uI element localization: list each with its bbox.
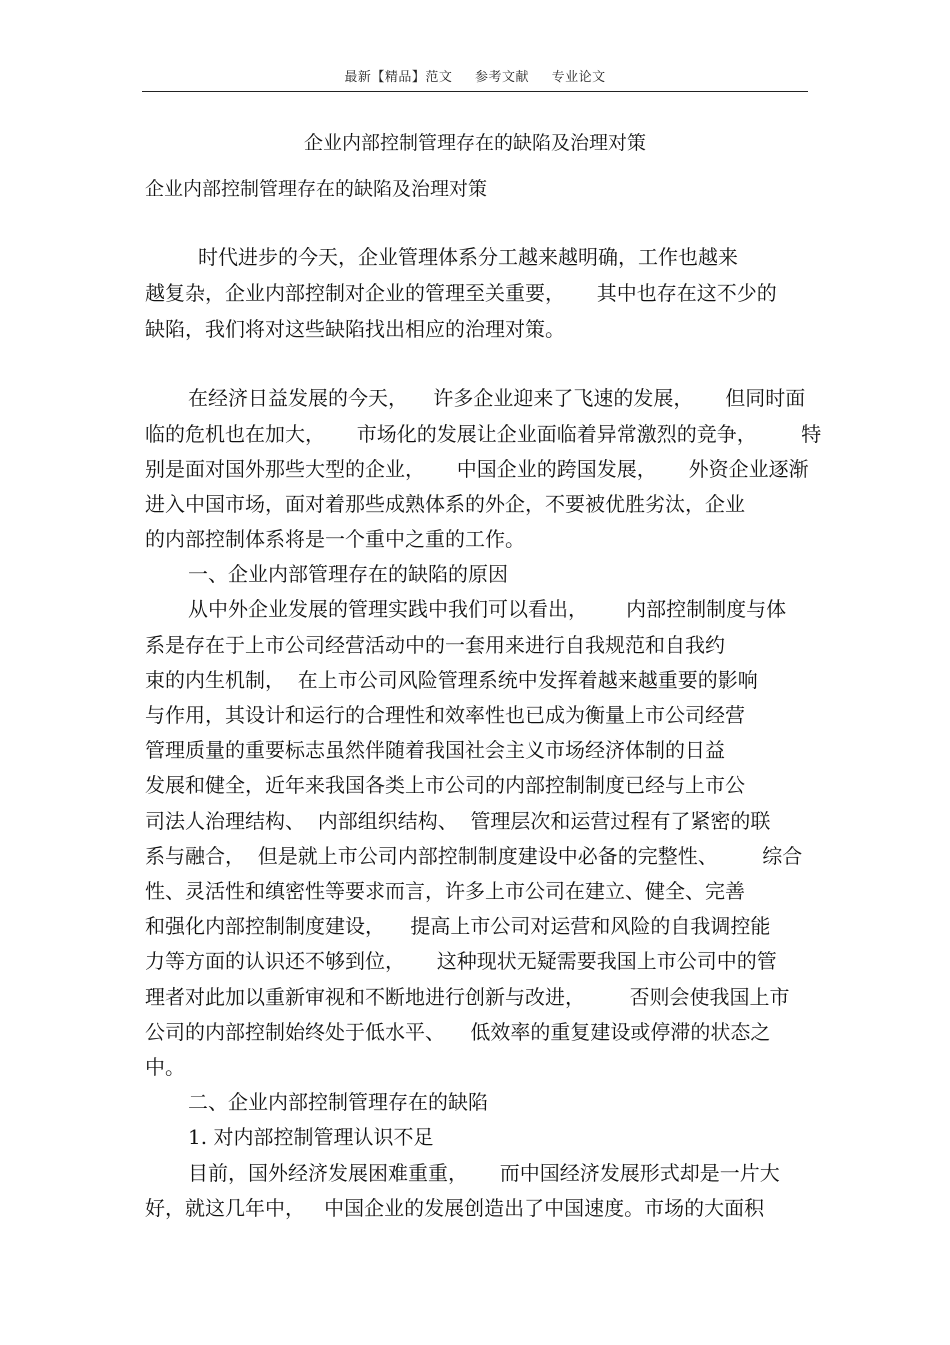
body-line: 发展和健全，近年来我国各类上市公司的内部控制制度已经与上市公 (145, 773, 745, 797)
header-left-label: 最新【精品】范文 (344, 70, 453, 85)
body-line: 性、灵活性和缜密性等要求而言，许多上市公司在建立、健全、完善 (145, 879, 745, 903)
header-divider (142, 91, 808, 92)
body-line: 力等方面的认识还不够到位， 这种现状无疑需要我国上市公司中的管 (145, 949, 777, 973)
header-right-label: 专业论文 (551, 70, 606, 85)
header-middle-label: 参考文献 (474, 70, 529, 85)
body-line: 缺陷，我们将对这些缺陷找出相应的治理对策。 (145, 317, 565, 341)
body-line: 与作用，其设计和运行的合理性和效率性也已成为衡量上市公司经营 (145, 703, 745, 727)
section-heading: 二、企业内部控制管理存在的缺陷 (188, 1090, 488, 1114)
body-line: 司法人治理结构、 内部组织结构、 管理层次和运营过程有了紧密的联 (145, 809, 771, 833)
body-line: 在经济日益发展的今天， 许多企业迎来了飞速的发展， 但同时面 (188, 386, 806, 410)
body-line: 越复杂，企业内部控制对企业的管理至关重要， 其中也存在这不少的 (145, 281, 777, 305)
section-heading: 一、企业内部管理存在的缺陷的原因 (188, 562, 508, 586)
body-line: 公司的内部控制始终处于低水平、 低效率的重复建设或停滞的状态之 (145, 1020, 771, 1044)
document-title: 企业内部控制管理存在的缺陷及治理对策 (303, 132, 646, 154)
body-line: 时代进步的今天，企业管理体系分工越来越明确，工作也越来 (198, 245, 738, 269)
page-header (0, 66, 950, 85)
body-line: 束的内生机制， 在上市公司风险管理系统中发挥着越来越重要的影响 (145, 668, 758, 692)
body-line: 从中外企业发展的管理实践中我们可以看出， 内部控制制度与体 (188, 597, 787, 621)
body-line: 好，就这几年中， 中国企业的发展创造出了中国速度。市场的大面积 (145, 1196, 765, 1220)
document-subtitle: 企业内部控制管理存在的缺陷及治理对策 (145, 178, 488, 200)
body-line: 目前，国外经济发展困难重重， 而中国经济发展形式却是一片大 (188, 1161, 780, 1185)
body-line: 理者对此加以重新审视和不断地进行创新与改进， 否则会使我国上市 (145, 985, 790, 1009)
body-line: 中。 (145, 1055, 185, 1079)
body-line: 管理质量的重要标志虽然伴随着我国社会主义市场经济体制的日益 (145, 738, 725, 762)
body-line: 的内部控制体系将是一个重中之重的工作。 (145, 527, 525, 551)
body-line: 系与融合， 但是就上市公司内部控制制度建设中必备的完整性、 综合 (145, 844, 803, 868)
body-line: 临的危机也在加大， 市场化的发展让企业面临着异常激烈的竞争， 特 (145, 422, 822, 446)
body-line: 进入中国市场，面对着那些成熟体系的外企，不要被优胜劣汰，企业 (145, 492, 745, 516)
body-line: 别是面对国外那些大型的企业， 中国企业的跨国发展， 外资企业逐渐 (145, 457, 809, 481)
body-line: 系是存在于上市公司经营活动中的一套用来进行自我规范和自我约 (145, 633, 725, 657)
body-line: 和强化内部控制制度建设， 提高上市公司对运营和风险的自我调控能 (145, 914, 771, 938)
subsection-heading: 1. 对内部控制管理认识不足 (188, 1125, 434, 1149)
